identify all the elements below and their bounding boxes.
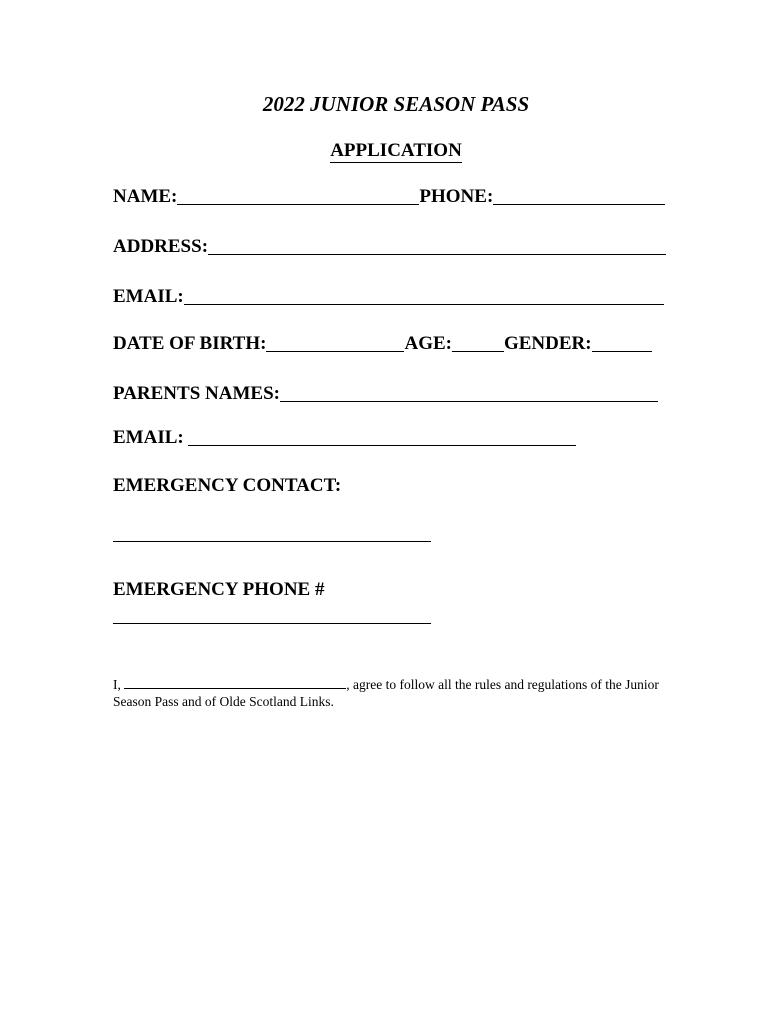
parent-email-label: EMAIL:: [113, 427, 189, 448]
dob-age-gender-row: [113, 333, 652, 355]
name-field[interactable]: [177, 186, 419, 205]
subtitle-text: APPLICATION: [330, 140, 462, 161]
parents-field[interactable]: [280, 383, 658, 402]
email-label: EMAIL:: [113, 286, 184, 307]
signature-name-field[interactable]: [124, 676, 346, 689]
agreement-statement: [113, 676, 673, 710]
phone-field[interactable]: [493, 186, 665, 205]
emergency-phone-row: [113, 579, 324, 601]
emergency-contact-field[interactable]: [113, 541, 431, 542]
address-row: [113, 236, 666, 258]
gender-field[interactable]: [592, 333, 652, 352]
parents-label: PARENTS NAMES:: [113, 383, 280, 404]
name-phone-row: [113, 186, 665, 208]
emergency-contact-row: [113, 475, 341, 497]
dob-field[interactable]: [266, 333, 404, 352]
emergency-contact-label: EMERGENCY CONTACT:: [113, 475, 342, 496]
parents-row: [113, 383, 658, 405]
email-field[interactable]: [184, 286, 664, 305]
parent-email-field[interactable]: [188, 427, 576, 446]
name-label: NAME:: [113, 186, 178, 207]
address-label: ADDRESS:: [113, 236, 209, 257]
emergency-phone-field[interactable]: [113, 623, 431, 624]
age-label: AGE:: [404, 333, 452, 354]
form-title: 2022 JUNIOR SEASON PASS: [262, 92, 530, 116]
agreement-prefix: I,: [113, 677, 125, 692]
age-field[interactable]: [452, 333, 504, 352]
parent-email-row: [113, 427, 576, 449]
email-row: [113, 286, 664, 308]
dob-label: DATE OF BIRTH:: [113, 333, 267, 354]
address-field[interactable]: [208, 236, 666, 255]
emergency-phone-label: EMERGENCY PHONE #: [113, 579, 325, 600]
form-subtitle: [0, 140, 770, 162]
agreement-text: , agree to follow all the rules and regulations of the Junior Season Pass and of Olde Scotland Links.: [113, 677, 659, 709]
phone-label: PHONE:: [419, 186, 494, 207]
gender-label: GENDER:: [503, 333, 592, 354]
